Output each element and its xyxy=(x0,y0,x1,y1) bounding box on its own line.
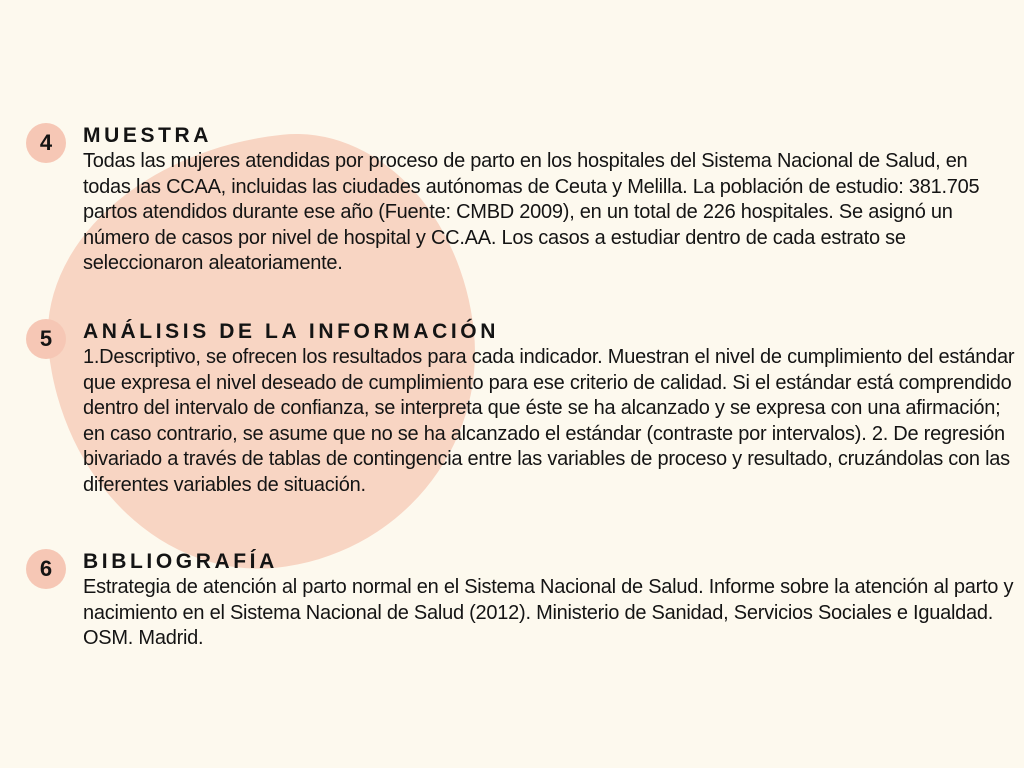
section-number-badge: 6 xyxy=(26,549,66,589)
section-heading: ANÁLISIS DE LA INFORMACIÓN xyxy=(83,320,499,343)
section-body: Todas las mujeres atendidas por proceso de parto en los hospitales del Sistema Nacional de Salud, en todas las CCAA, incluidas las ciudades autónomas de Ceuta y Melilla. La población de estudio: 381.705 partos atendidos durante ese año (Fuente: CMBD 2009), en un total de 226 hospitales. Se asignó un número de casos por nivel de hospital y CC.AA. Los casos a estudiar dentro de cada estrato se seleccionaron aleatoriamente. xyxy=(83,150,980,274)
section-body: 1.Descriptivo, se ofrecen los resultados para cada indicador. Muestran el nivel de cumplimiento del estándar que expresa el nivel deseado de cumplimiento para ese criterio de calidad. Si el estándar está comprendido dentro del intervalo de confianza, se interpreta que éste se ha alcanzado y se expresa con una afirmación; en caso contrario, se asume que no se ha alcanzado el estándar (contraste por intervalos). 2. De regresión bivariado a través de tablas de contingencia entre las variables de proceso y resultado, cruzándolas con las diferentes variables de situación. xyxy=(83,346,1015,496)
section-number-badge: 5 xyxy=(26,319,66,359)
section-body: Estrategia de atención al parto normal en el Sistema Nacional de Salud. Informe sobre la atención al parto y nacimiento en el Sistema Nacional de Salud (2012). Ministerio de Sanidad, Servicios Sociales e Igualdad. OSM. Madrid. xyxy=(83,576,1014,649)
section-number-badge: 4 xyxy=(26,123,66,163)
section-heading: BIBLIOGRAFÍA xyxy=(83,550,278,573)
section-heading: MUESTRA xyxy=(83,124,213,147)
